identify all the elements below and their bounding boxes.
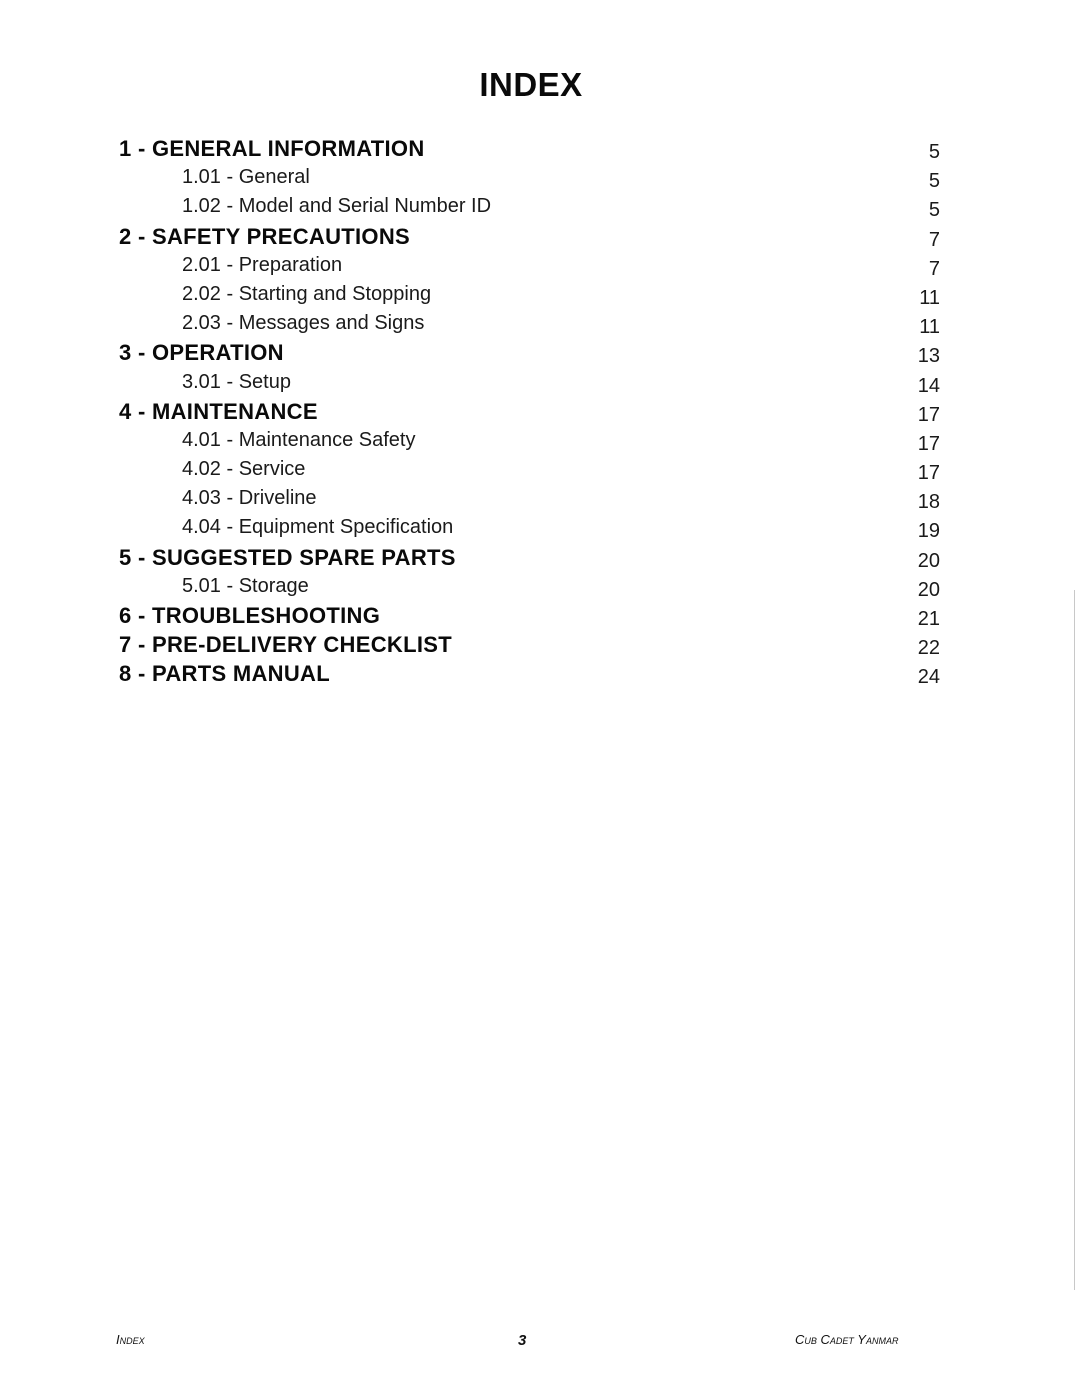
toc-page-number: 20: [917, 549, 940, 572]
page-title: INDEX: [479, 66, 583, 103]
toc-page-number: 11: [919, 316, 940, 339]
toc-section-suggested-spare-parts[interactable]: 5 - SUGGESTED SPARE PARTS: [119, 544, 456, 570]
toc-subsection-driveline[interactable]: 4.03 - Driveline: [182, 487, 317, 510]
footer-section-name: Index: [116, 1332, 145, 1347]
toc-page-number: 20: [917, 578, 940, 601]
toc-section-general-information[interactable]: 1 - GENERAL INFORMATION: [119, 136, 425, 161]
toc-subsection-storage[interactable]: 5.01 - Storage: [182, 574, 309, 597]
toc-subsection-general[interactable]: 1.01 - General: [182, 166, 310, 189]
toc-page-number: 5: [928, 199, 940, 222]
toc-page-number: 14: [917, 374, 940, 397]
toc-page-number: 13: [917, 345, 940, 368]
toc-page-number: 17: [917, 432, 940, 455]
toc-subsection-equipment-specification[interactable]: 4.04 - Equipment Specification: [182, 516, 454, 539]
toc-page-number: 24: [917, 666, 940, 689]
toc-page-number: 7: [928, 257, 940, 280]
toc-subsection-maintenance-safety[interactable]: 4.01 - Maintenance Safety: [182, 428, 416, 451]
toc-page-number: 11: [919, 286, 940, 309]
scan-edge-line: [1074, 590, 1075, 1290]
toc-page-number: 17: [917, 403, 940, 426]
toc-subsection-messages-signs[interactable]: 2.03 - Messages and Signs: [182, 312, 425, 335]
toc-subsection-service[interactable]: 4.02 - Service: [182, 458, 306, 481]
toc-section-operation[interactable]: 3 - OPERATION: [119, 340, 284, 366]
toc-section-maintenance[interactable]: 4 - MAINTENANCE: [119, 398, 318, 424]
toc-page-number: 21: [917, 608, 940, 630]
toc-section-parts-manual[interactable]: 8 - PARTS MANUAL: [119, 661, 330, 687]
toc-subsection-setup[interactable]: 3.01 - Setup: [182, 370, 291, 393]
toc-subsection-model-serial[interactable]: 1.02 - Model and Serial Number ID: [182, 195, 492, 218]
footer-page-number: 3: [518, 1332, 527, 1349]
toc-section-troubleshooting[interactable]: 6 - TROUBLESHOOTING: [119, 603, 381, 628]
toc-page-number: 19: [917, 520, 940, 543]
toc-page-numbers: [880, 138, 940, 693]
toc-page-number: 22: [917, 637, 940, 660]
toc-page-number: 17: [917, 462, 940, 485]
toc-page-number: 18: [917, 491, 940, 514]
toc-section-pre-delivery-checklist[interactable]: 7 - PRE-DELIVERY CHECKLIST: [119, 632, 452, 658]
toc-subsection-preparation[interactable]: 2.01 - Preparation: [182, 253, 343, 276]
toc-page-number: 5: [928, 170, 940, 193]
toc-page-number: 5: [928, 141, 940, 163]
toc-subsection-starting-stopping[interactable]: 2.02 - Starting and Stopping: [182, 282, 432, 305]
footer-brand: Cub Cadet Yanmar: [795, 1332, 899, 1347]
toc-entries: [119, 134, 799, 689]
toc-section-safety-precautions[interactable]: 2 - SAFETY PRECAUTIONS: [119, 223, 411, 249]
toc-page-number: 7: [928, 228, 940, 251]
